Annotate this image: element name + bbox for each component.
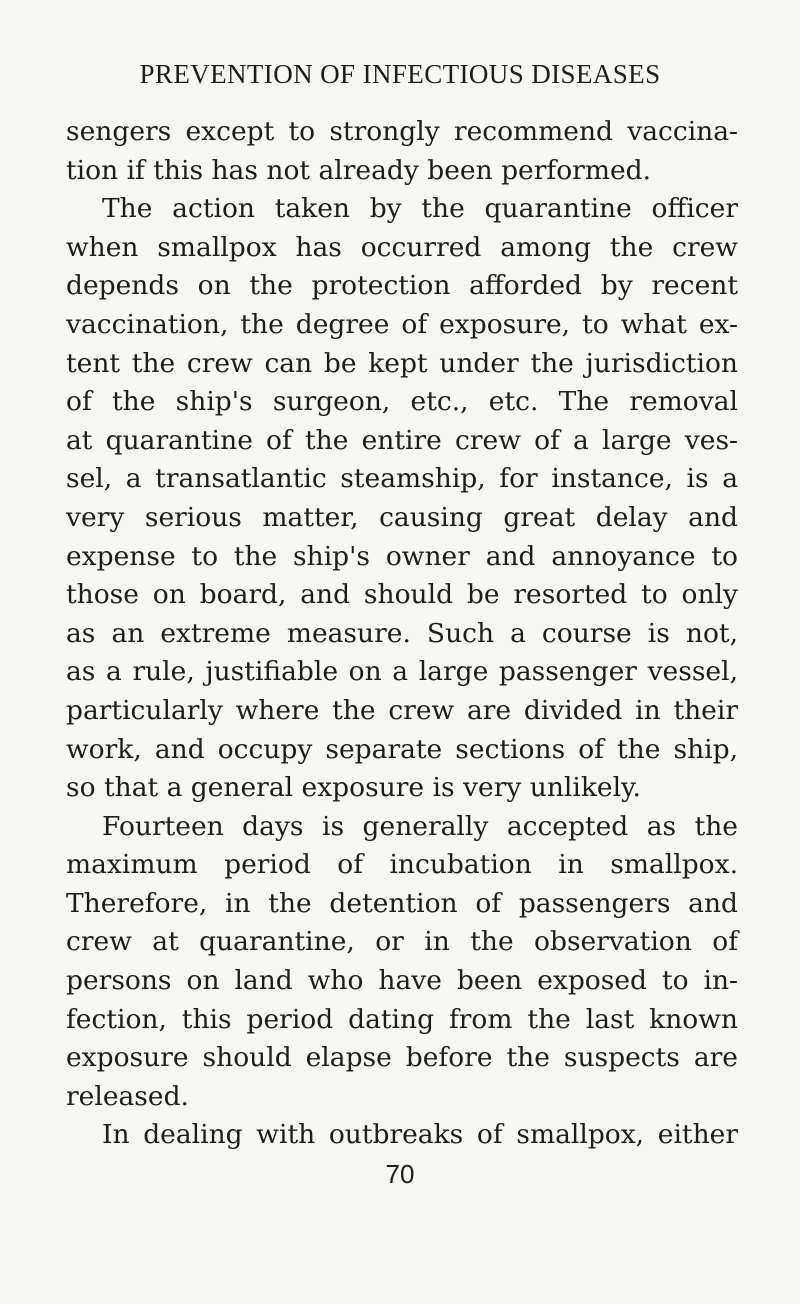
text-line: fection, this period dating from the last known [66, 1003, 738, 1035]
text-line: tent the crew can be kept under the jurisdiction [66, 347, 738, 379]
text-line: of the ship's surgeon, etc., etc. The removal [66, 386, 738, 418]
text-line: as an extreme measure. Such a course is not, [66, 617, 738, 649]
text-line: sel, a transatlantic steamship, for instance, is a [66, 463, 738, 495]
text-line: those on board, and should be resorted to only [66, 579, 738, 611]
text-line: vaccination, the degree of exposure, to what ex- [66, 308, 738, 340]
text-line: Fourteen days is generally accepted as the [102, 810, 738, 842]
text-line: exposure should elapse before the suspects are [66, 1042, 738, 1074]
text-line: The action taken by the quarantine officer [102, 193, 738, 225]
text-line: depends on the protection afforded by recent [66, 270, 738, 302]
text-line: very serious matter, causing great delay and [66, 501, 738, 533]
page-number: 70 [385, 1159, 415, 1189]
text-line: persons on land who have been exposed to in- [66, 965, 738, 997]
text-line: as a rule, justifiable on a large passenger vessel, [66, 656, 738, 688]
text-line: crew at quarantine, or in the observation of [66, 926, 738, 958]
text-line: sengers except to strongly recommend vaccina- [66, 116, 738, 147]
text-line: tion if this has not already been performed. [66, 154, 652, 186]
text-line: released. [66, 1080, 189, 1112]
text-line: maximum period of incubation in smallpox. [66, 849, 738, 881]
text-line: at quarantine of the entire crew of a large ves- [66, 424, 738, 456]
text-line: so that a general exposure is very unlikely. [66, 772, 641, 804]
text-line: particularly where the crew are divided in their [66, 694, 738, 726]
body-text [66, 113, 738, 1155]
text-line: Therefore, in the detention of passengers and [66, 887, 738, 919]
text-line: work, and occupy separate sections of the ship, [66, 733, 738, 765]
text-line: when smallpox has occurred among the crew [66, 231, 738, 263]
text-line: In dealing with outbreaks of smallpox, either [102, 1119, 738, 1151]
text-line: expense to the ship's owner and annoyance to [66, 540, 738, 572]
running-head: PREVENTION OF INFECTIOUS DISEASES [139, 59, 661, 89]
